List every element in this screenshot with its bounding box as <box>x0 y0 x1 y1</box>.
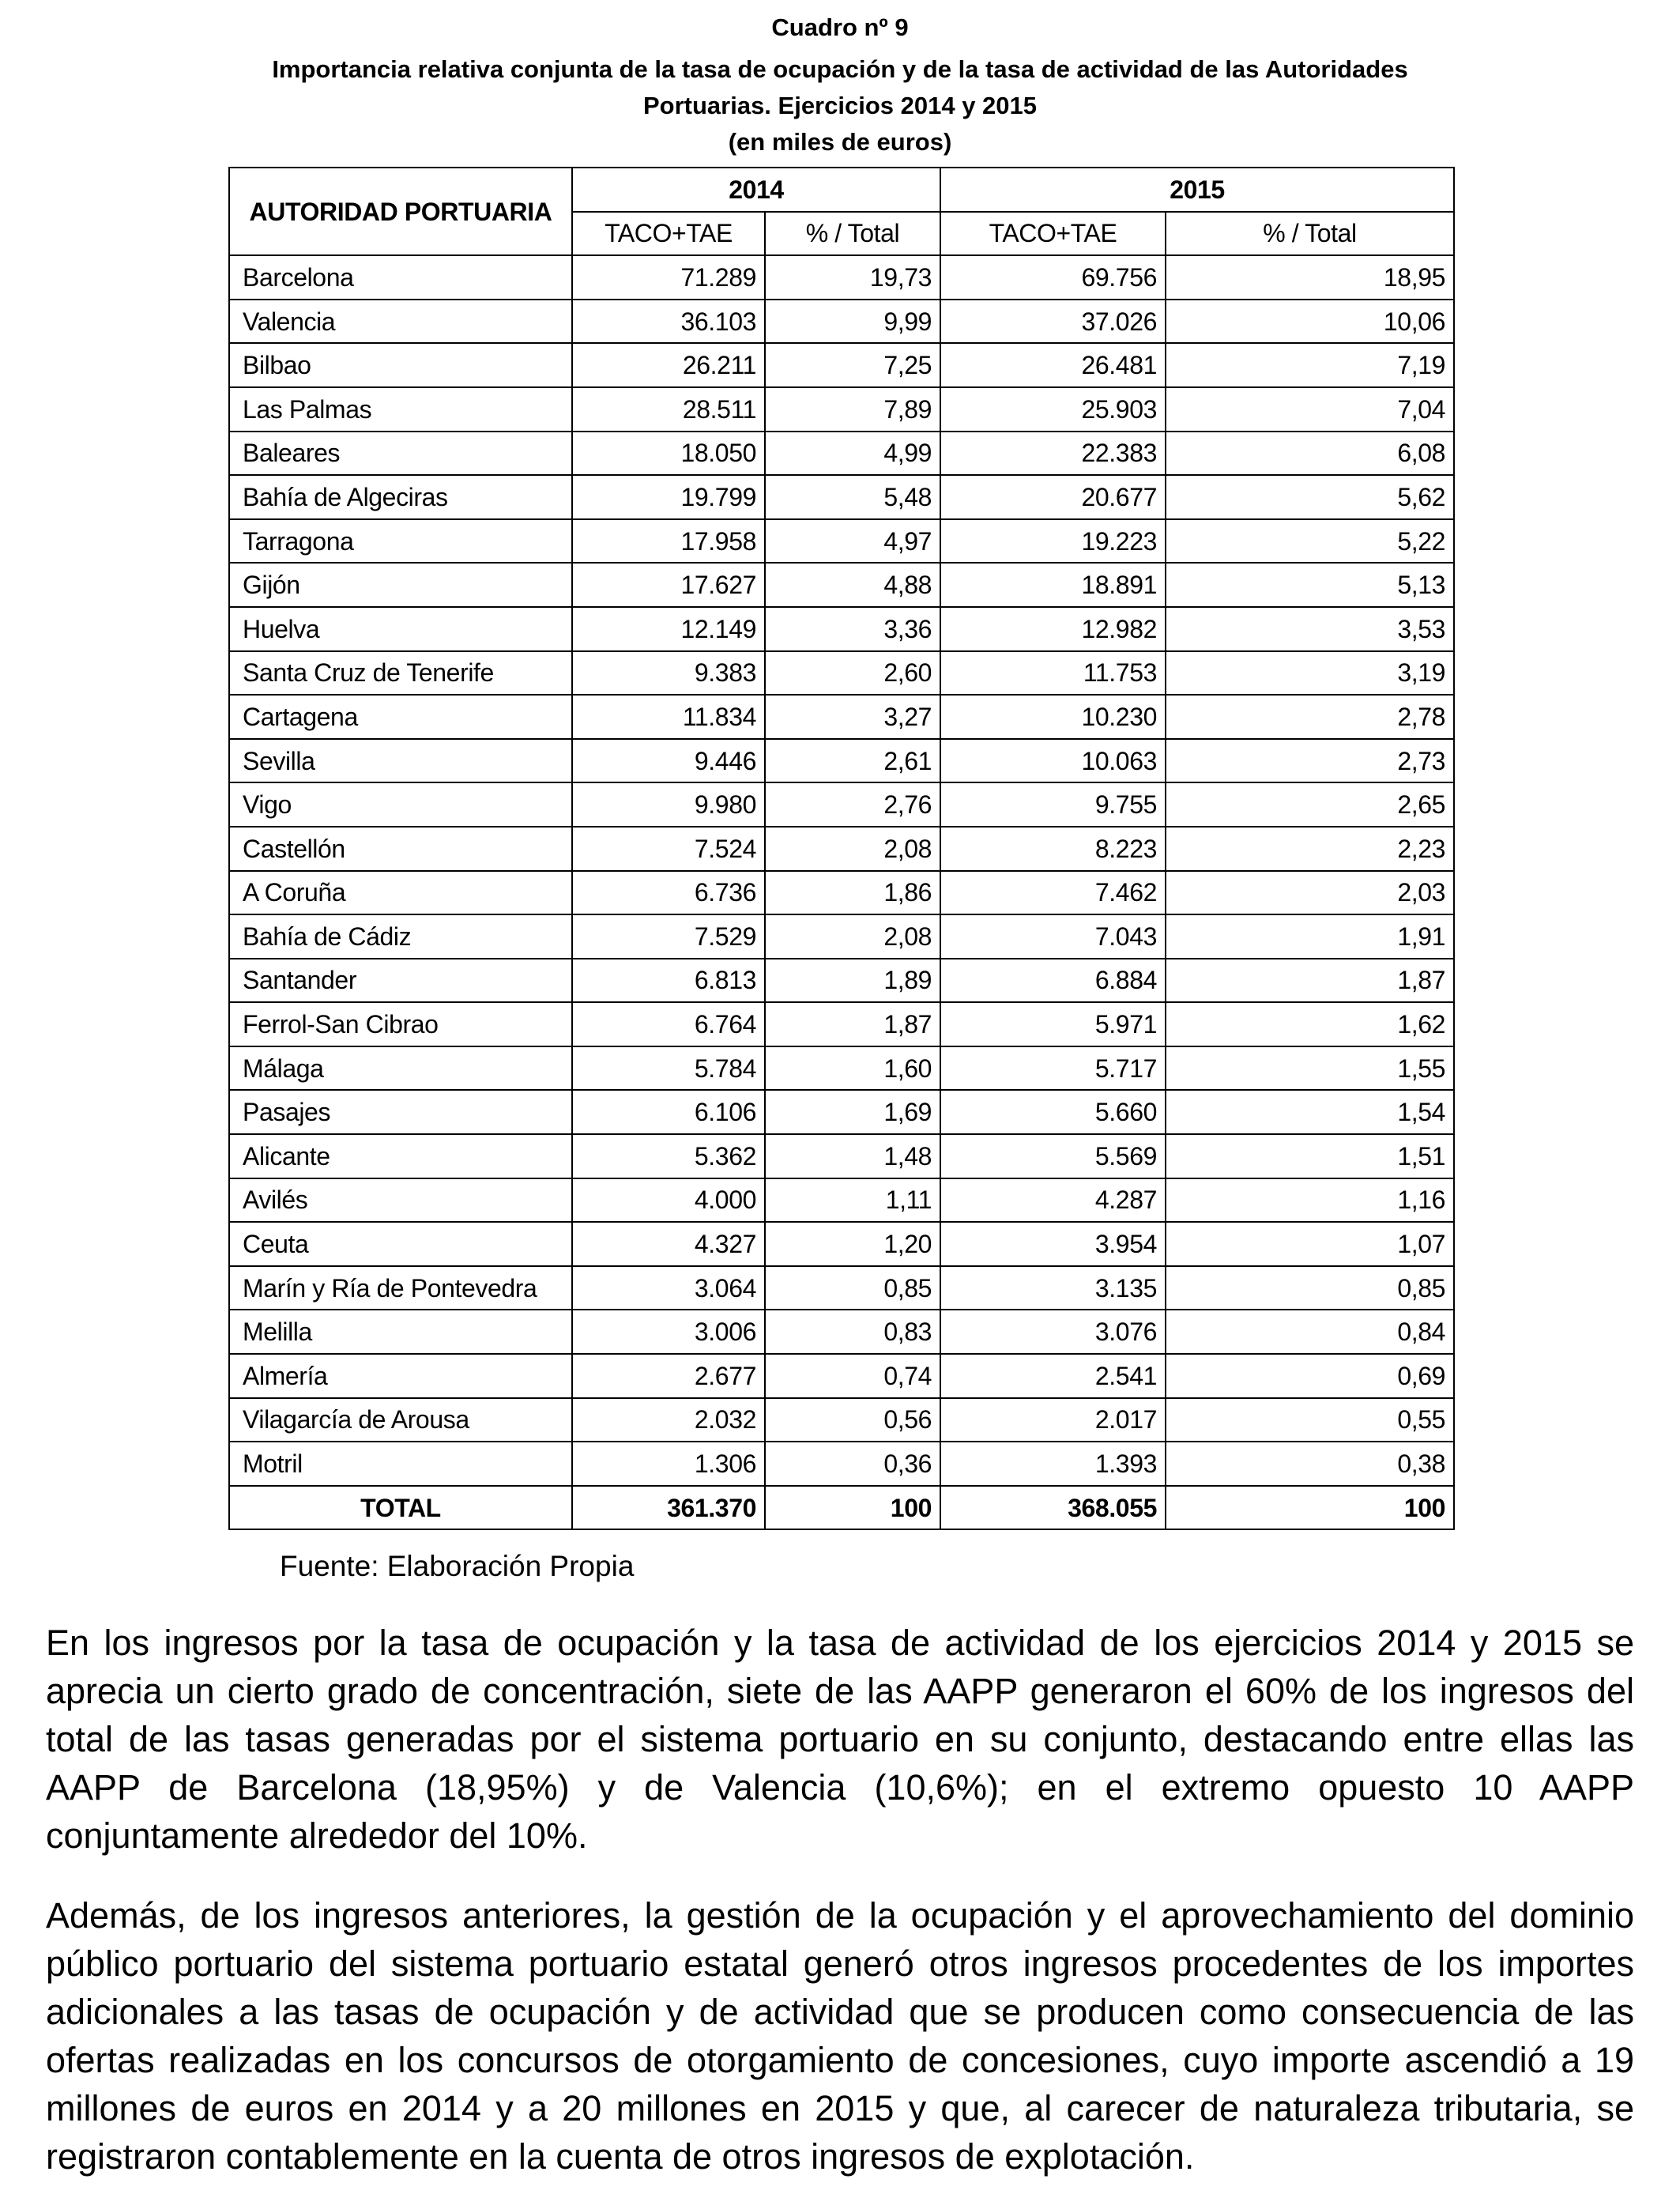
cell-taco-tae-2015: 5.971 <box>940 1002 1166 1046</box>
cell-autoridad: Melilla <box>229 1310 572 1354</box>
cell-taco-tae-2015: 19.223 <box>940 519 1166 564</box>
cell-pct-total-2015: 1,07 <box>1166 1222 1454 1266</box>
cell-taco-tae-2014: 18.050 <box>572 432 765 476</box>
cell-taco-tae-2015: 37.026 <box>940 300 1166 344</box>
cell-taco-tae-2015: 5.569 <box>940 1134 1166 1178</box>
total-taco-tae-2014: 361.370 <box>572 1486 765 1530</box>
cell-pct-total-2014: 5,48 <box>765 475 940 519</box>
table-row <box>229 959 1454 1003</box>
cell-pct-total-2015: 1,62 <box>1166 1002 1454 1046</box>
cell-taco-tae-2014: 7.529 <box>572 914 765 959</box>
header-year-2014: 2014 <box>572 168 940 212</box>
cell-taco-tae-2015: 69.756 <box>940 255 1166 300</box>
cell-taco-tae-2014: 28.511 <box>572 387 765 432</box>
cell-pct-total-2014: 0,83 <box>765 1310 940 1354</box>
cell-pct-total-2014: 0,36 <box>765 1442 940 1486</box>
cell-taco-tae-2014: 6.736 <box>572 871 765 915</box>
table-row <box>229 1002 1454 1046</box>
cell-pct-total-2014: 2,76 <box>765 782 940 827</box>
cell-taco-tae-2015: 3.076 <box>940 1310 1166 1354</box>
paragraph-line: aprecia un cierto grado de concentración, siete de las AAPP generaron el 60% de los ingresos del <box>46 1671 1634 1711</box>
cell-pct-total-2015: 18,95 <box>1166 255 1454 300</box>
body-text <box>46 1619 1634 2181</box>
cell-autoridad: A Coruña <box>229 871 572 915</box>
table-row <box>229 1222 1454 1266</box>
cell-pct-total-2015: 1,55 <box>1166 1046 1454 1091</box>
header-row <box>229 168 1454 212</box>
table-row <box>229 475 1454 519</box>
table-row <box>229 1046 1454 1091</box>
cell-pct-total-2015: 3,19 <box>1166 651 1454 696</box>
table-title-line: Importancia relativa conjunta de la tasa de ocupación y de la tasa de actividad de las Autoridades <box>272 55 1408 83</box>
cell-taco-tae-2015: 11.753 <box>940 651 1166 696</box>
cell-taco-tae-2014: 9.446 <box>572 739 765 783</box>
cell-taco-tae-2015: 1.393 <box>940 1442 1166 1486</box>
cell-autoridad: Motril <box>229 1442 572 1486</box>
cell-pct-total-2014: 2,60 <box>765 651 940 696</box>
cell-autoridad: Santa Cruz de Tenerife <box>229 651 572 696</box>
cell-pct-total-2014: 19,73 <box>765 255 940 300</box>
cell-taco-tae-2015: 3.135 <box>940 1266 1166 1310</box>
cell-taco-tae-2014: 19.799 <box>572 475 765 519</box>
cell-pct-total-2014: 1,89 <box>765 959 940 1003</box>
cell-pct-total-2015: 2,65 <box>1166 782 1454 827</box>
cell-pct-total-2015: 0,69 <box>1166 1354 1454 1398</box>
cell-pct-total-2015: 0,38 <box>1166 1442 1454 1486</box>
cell-autoridad: Vilagarcía de Arousa <box>229 1398 572 1442</box>
units-note: (en miles de euros) <box>728 128 952 156</box>
paragraph-line: total de las tasas generadas por el sistema portuario en su conjunto, destacando entre ellas las <box>46 1719 1634 1759</box>
cell-pct-total-2014: 3,36 <box>765 607 940 651</box>
paragraph-line: registraron contablemente en la cuenta de otros ingresos de explotación. <box>46 2136 1195 2177</box>
table-row <box>229 782 1454 827</box>
cell-taco-tae-2015: 26.481 <box>940 343 1166 387</box>
table-row <box>229 255 1454 300</box>
cell-pct-total-2014: 2,08 <box>765 827 940 871</box>
cell-autoridad: Pasajes <box>229 1090 572 1134</box>
cell-pct-total-2015: 6,08 <box>1166 432 1454 476</box>
cell-pct-total-2015: 2,73 <box>1166 739 1454 783</box>
cell-taco-tae-2015: 12.982 <box>940 607 1166 651</box>
cell-taco-tae-2014: 36.103 <box>572 300 765 344</box>
cell-autoridad: Bahía de Cádiz <box>229 914 572 959</box>
table-caption <box>0 9 1680 160</box>
cell-pct-total-2015: 5,62 <box>1166 475 1454 519</box>
cell-autoridad: Avilés <box>229 1178 572 1223</box>
table-row <box>229 343 1454 387</box>
paragraph-line: público portuario del sistema portuario estatal generó otros ingresos procedentes de los importes <box>46 1943 1634 1984</box>
header-pct-total-2014: % / Total <box>765 212 940 256</box>
header-taco-tae-2014: TACO+TAE <box>572 212 765 256</box>
cell-pct-total-2015: 10,06 <box>1166 300 1454 344</box>
cell-pct-total-2015: 2,78 <box>1166 695 1454 739</box>
cell-taco-tae-2014: 9.980 <box>572 782 765 827</box>
cell-pct-total-2014: 1,20 <box>765 1222 940 1266</box>
cell-pct-total-2015: 1,54 <box>1166 1090 1454 1134</box>
cell-taco-tae-2015: 4.287 <box>940 1178 1166 1223</box>
table-row <box>229 1090 1454 1134</box>
cell-pct-total-2014: 4,97 <box>765 519 940 564</box>
paragraph-line: adicionales a las tasas de ocupación y de actividad que se producen como consecuencia de las <box>46 1992 1634 2032</box>
cell-taco-tae-2015: 3.954 <box>940 1222 1166 1266</box>
header-year-2015: 2015 <box>940 168 1454 212</box>
table-row <box>229 1398 1454 1442</box>
cell-taco-tae-2014: 5.362 <box>572 1134 765 1178</box>
body-paragraph <box>46 1619 1634 1860</box>
cell-pct-total-2015: 7,04 <box>1166 387 1454 432</box>
cell-pct-total-2015: 1,51 <box>1166 1134 1454 1178</box>
cell-taco-tae-2015: 7.462 <box>940 871 1166 915</box>
cell-pct-total-2014: 2,61 <box>765 739 940 783</box>
cell-pct-total-2015: 2,23 <box>1166 827 1454 871</box>
cell-autoridad: Gijón <box>229 563 572 607</box>
cell-autoridad: Almería <box>229 1354 572 1398</box>
cell-pct-total-2014: 4,99 <box>765 432 940 476</box>
cell-taco-tae-2014: 26.211 <box>572 343 765 387</box>
cell-taco-tae-2015: 10.230 <box>940 695 1166 739</box>
table-row <box>229 519 1454 564</box>
cell-taco-tae-2015: 2.017 <box>940 1398 1166 1442</box>
cell-pct-total-2014: 1,86 <box>765 871 940 915</box>
cell-taco-tae-2014: 2.032 <box>572 1398 765 1442</box>
cell-autoridad: Ceuta <box>229 1222 572 1266</box>
total-row <box>229 1486 1454 1530</box>
cell-autoridad: Málaga <box>229 1046 572 1091</box>
paragraph-line: millones de euros en 2014 y a 20 millones en 2015 y que, al carecer de naturaleza tributaria, se <box>46 2088 1634 2128</box>
cell-pct-total-2014: 1,60 <box>765 1046 940 1091</box>
cell-pct-total-2015: 2,03 <box>1166 871 1454 915</box>
cell-autoridad: Sevilla <box>229 739 572 783</box>
cell-autoridad: Tarragona <box>229 519 572 564</box>
table-number-label: Cuadro nº 9 <box>771 13 909 41</box>
total-label: TOTAL <box>229 1486 572 1530</box>
total-pct-total-2015: 100 <box>1166 1486 1454 1530</box>
paragraph-line: Además, de los ingresos anteriores, la gestión de la ocupación y el aprovechamiento del dominio <box>46 1895 1634 1936</box>
table-row <box>229 1266 1454 1310</box>
cell-taco-tae-2015: 7.043 <box>940 914 1166 959</box>
cell-taco-tae-2014: 2.677 <box>572 1354 765 1398</box>
cell-pct-total-2015: 7,19 <box>1166 343 1454 387</box>
cell-autoridad: Alicante <box>229 1134 572 1178</box>
cell-autoridad: Cartagena <box>229 695 572 739</box>
cell-pct-total-2014: 9,99 <box>765 300 940 344</box>
header-autoridad-portuaria: AUTORIDAD PORTUARIA <box>229 168 572 255</box>
cell-taco-tae-2015: 5.717 <box>940 1046 1166 1091</box>
cell-taco-tae-2014: 12.149 <box>572 607 765 651</box>
cell-autoridad: Las Palmas <box>229 387 572 432</box>
cell-pct-total-2015: 1,87 <box>1166 959 1454 1003</box>
cell-pct-total-2015: 3,53 <box>1166 607 1454 651</box>
cell-pct-total-2014: 1,69 <box>765 1090 940 1134</box>
cell-pct-total-2014: 0,85 <box>765 1266 940 1310</box>
cell-pct-total-2014: 1,48 <box>765 1134 940 1178</box>
cell-autoridad: Castellón <box>229 827 572 871</box>
cell-pct-total-2014: 7,89 <box>765 387 940 432</box>
cell-pct-total-2014: 0,56 <box>765 1398 940 1442</box>
cell-pct-total-2014: 4,88 <box>765 563 940 607</box>
cell-taco-tae-2014: 4.327 <box>572 1222 765 1266</box>
table-row <box>229 1354 1454 1398</box>
cell-taco-tae-2015: 18.891 <box>940 563 1166 607</box>
table-row <box>229 651 1454 696</box>
cell-autoridad: Bilbao <box>229 343 572 387</box>
table-row <box>229 1134 1454 1178</box>
table-row <box>229 563 1454 607</box>
table-row <box>229 914 1454 959</box>
cell-autoridad: Baleares <box>229 432 572 476</box>
paragraph-line: AAPP de Barcelona (18,95%) y de Valencia (10,6%); en el extremo opuesto 10 AAPP <box>46 1767 1634 1808</box>
table-header <box>229 168 1454 255</box>
cell-pct-total-2015: 0,85 <box>1166 1266 1454 1310</box>
paragraph-line: conjuntamente alrededor del 10%. <box>46 1815 588 1856</box>
cell-pct-total-2015: 1,16 <box>1166 1178 1454 1223</box>
cell-taco-tae-2014: 5.784 <box>572 1046 765 1091</box>
table-row <box>229 432 1454 476</box>
cell-pct-total-2014: 0,74 <box>765 1354 940 1398</box>
paragraph-line: En los ingresos por la tasa de ocupación y la tasa de actividad de los ejercicios 2014 y 2015 se <box>46 1623 1634 1663</box>
table-row <box>229 387 1454 432</box>
source-note: Fuente: Elaboración Propia <box>280 1550 635 1582</box>
table-row <box>229 1178 1454 1223</box>
cell-pct-total-2015: 0,55 <box>1166 1398 1454 1442</box>
cell-taco-tae-2014: 3.064 <box>572 1266 765 1310</box>
cell-taco-tae-2014: 71.289 <box>572 255 765 300</box>
cell-autoridad: Ferrol-San Cibrao <box>229 1002 572 1046</box>
cell-taco-tae-2014: 6.764 <box>572 1002 765 1046</box>
cell-taco-tae-2014: 11.834 <box>572 695 765 739</box>
table-body <box>229 255 1454 1529</box>
cell-taco-tae-2014: 17.958 <box>572 519 765 564</box>
table-row <box>229 871 1454 915</box>
cell-autoridad: Marín y Ría de Pontevedra <box>229 1266 572 1310</box>
header-taco-tae-2015: TACO+TAE <box>940 212 1166 256</box>
cell-pct-total-2014: 7,25 <box>765 343 940 387</box>
body-paragraph <box>46 1891 1634 2181</box>
table-row <box>229 300 1454 344</box>
cell-taco-tae-2014: 17.627 <box>572 563 765 607</box>
paragraph-line: ofertas realizadas en los concursos de otorgamiento de concesiones, cuyo importe ascendió a 19 <box>46 2040 1634 2080</box>
cell-taco-tae-2015: 10.063 <box>940 739 1166 783</box>
cell-autoridad: Vigo <box>229 782 572 827</box>
cell-pct-total-2015: 0,84 <box>1166 1310 1454 1354</box>
cell-pct-total-2014: 1,87 <box>765 1002 940 1046</box>
table-title-line: Portuarias. Ejercicios 2014 y 2015 <box>642 92 1038 119</box>
cell-taco-tae-2014: 6.106 <box>572 1090 765 1134</box>
table-row <box>229 1310 1454 1354</box>
cell-taco-tae-2015: 6.884 <box>940 959 1166 1003</box>
cell-taco-tae-2015: 25.903 <box>940 387 1166 432</box>
table-row <box>229 607 1454 651</box>
cell-taco-tae-2014: 9.383 <box>572 651 765 696</box>
cell-taco-tae-2015: 5.660 <box>940 1090 1166 1134</box>
cell-taco-tae-2014: 4.000 <box>572 1178 765 1223</box>
cell-pct-total-2015: 5,13 <box>1166 563 1454 607</box>
port-authorities-table <box>228 167 1455 1530</box>
cell-autoridad: Santander <box>229 959 572 1003</box>
table-row <box>229 1442 1454 1486</box>
cell-taco-tae-2015: 9.755 <box>940 782 1166 827</box>
total-taco-tae-2015: 368.055 <box>940 1486 1166 1530</box>
table-row <box>229 827 1454 871</box>
cell-pct-total-2015: 1,91 <box>1166 914 1454 959</box>
cell-taco-tae-2015: 20.677 <box>940 475 1166 519</box>
cell-pct-total-2015: 5,22 <box>1166 519 1454 564</box>
cell-pct-total-2014: 3,27 <box>765 695 940 739</box>
cell-taco-tae-2014: 6.813 <box>572 959 765 1003</box>
cell-autoridad: Bahía de Algeciras <box>229 475 572 519</box>
cell-pct-total-2014: 1,11 <box>765 1178 940 1223</box>
cell-taco-tae-2015: 22.383 <box>940 432 1166 476</box>
cell-pct-total-2014: 2,08 <box>765 914 940 959</box>
cell-taco-tae-2014: 1.306 <box>572 1442 765 1486</box>
cell-taco-tae-2014: 7.524 <box>572 827 765 871</box>
header-pct-total-2015: % / Total <box>1166 212 1454 256</box>
cell-autoridad: Valencia <box>229 300 572 344</box>
cell-autoridad: Huelva <box>229 607 572 651</box>
table-row <box>229 695 1454 739</box>
cell-taco-tae-2014: 3.006 <box>572 1310 765 1354</box>
cell-autoridad: Barcelona <box>229 255 572 300</box>
cell-taco-tae-2015: 2.541 <box>940 1354 1166 1398</box>
cell-taco-tae-2015: 8.223 <box>940 827 1166 871</box>
table-row <box>229 739 1454 783</box>
total-pct-total-2014: 100 <box>765 1486 940 1530</box>
